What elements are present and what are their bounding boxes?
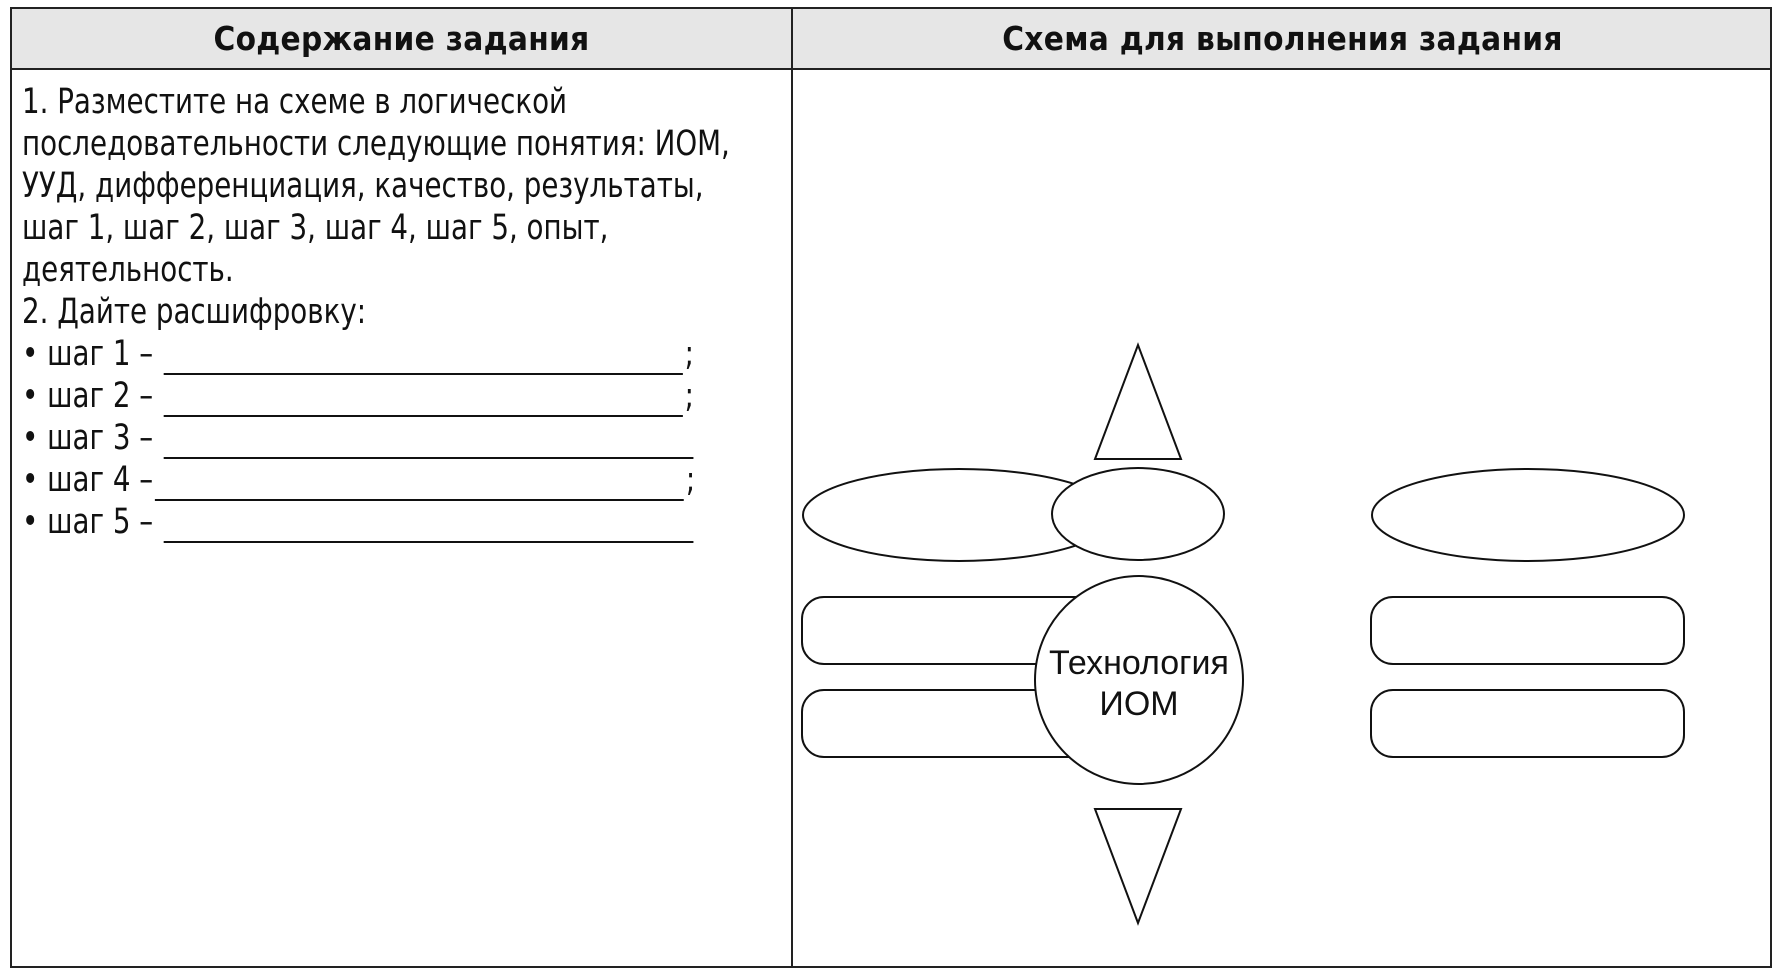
triangle-down-shape[interactable]	[1095, 809, 1181, 923]
step-end-mark: ;	[685, 460, 696, 500]
task-item1-line: 1. Разместите на схеме в логической	[22, 82, 568, 122]
step-label: • шаг 2 –	[22, 376, 154, 416]
task-item1-line: деятельность.	[22, 250, 234, 290]
task-content	[22, 81, 730, 543]
ellipse-center-shape[interactable]	[1052, 468, 1224, 560]
ellipse-right-shape[interactable]	[1372, 469, 1684, 561]
step-row-1	[22, 333, 695, 375]
step-end-mark: ;	[684, 334, 694, 374]
rect-right-bottom-shape[interactable]	[1371, 690, 1684, 757]
table-header-row	[12, 9, 1770, 70]
step-4-blank[interactable]	[155, 467, 684, 501]
step-end-mark: ;	[684, 376, 694, 416]
step-row-5	[22, 501, 695, 543]
step-row-2	[22, 375, 695, 417]
step-1-blank[interactable]	[164, 341, 683, 375]
center-label-line1: Технология	[1049, 644, 1229, 682]
task-table	[10, 7, 1772, 968]
task-item1-line: УУД, дифференциация, качество, результаты,	[22, 166, 704, 206]
header-scheme: Схема для выполнения задания	[1002, 19, 1563, 58]
step-5-blank[interactable]	[164, 509, 694, 543]
center-label-line2: ИОМ	[1099, 685, 1179, 723]
step-row-3	[22, 417, 695, 459]
task-item1-line: последовательности следующие понятия: ИОМ,	[22, 124, 730, 164]
triangle-up-shape[interactable]	[1095, 345, 1181, 459]
rect-right-top-shape[interactable]	[1371, 597, 1684, 664]
header-task-content: Содержание задания	[213, 19, 590, 58]
scheme-diagram	[793, 70, 1772, 966]
step-2-blank[interactable]	[164, 383, 683, 417]
step-label: • шаг 3 –	[22, 418, 154, 458]
task-item1-line: шаг 1, шаг 2, шаг 3, шаг 4, шаг 5, опыт,	[22, 208, 609, 248]
step-label: • шаг 5 –	[22, 502, 154, 542]
task-item2: 2. Дайте расшифровку:	[22, 292, 367, 332]
step-row-4	[22, 459, 695, 501]
step-3-blank[interactable]	[164, 425, 694, 459]
step-label: • шаг 1 –	[22, 334, 154, 374]
step-label: • шаг 4 –	[22, 460, 154, 500]
